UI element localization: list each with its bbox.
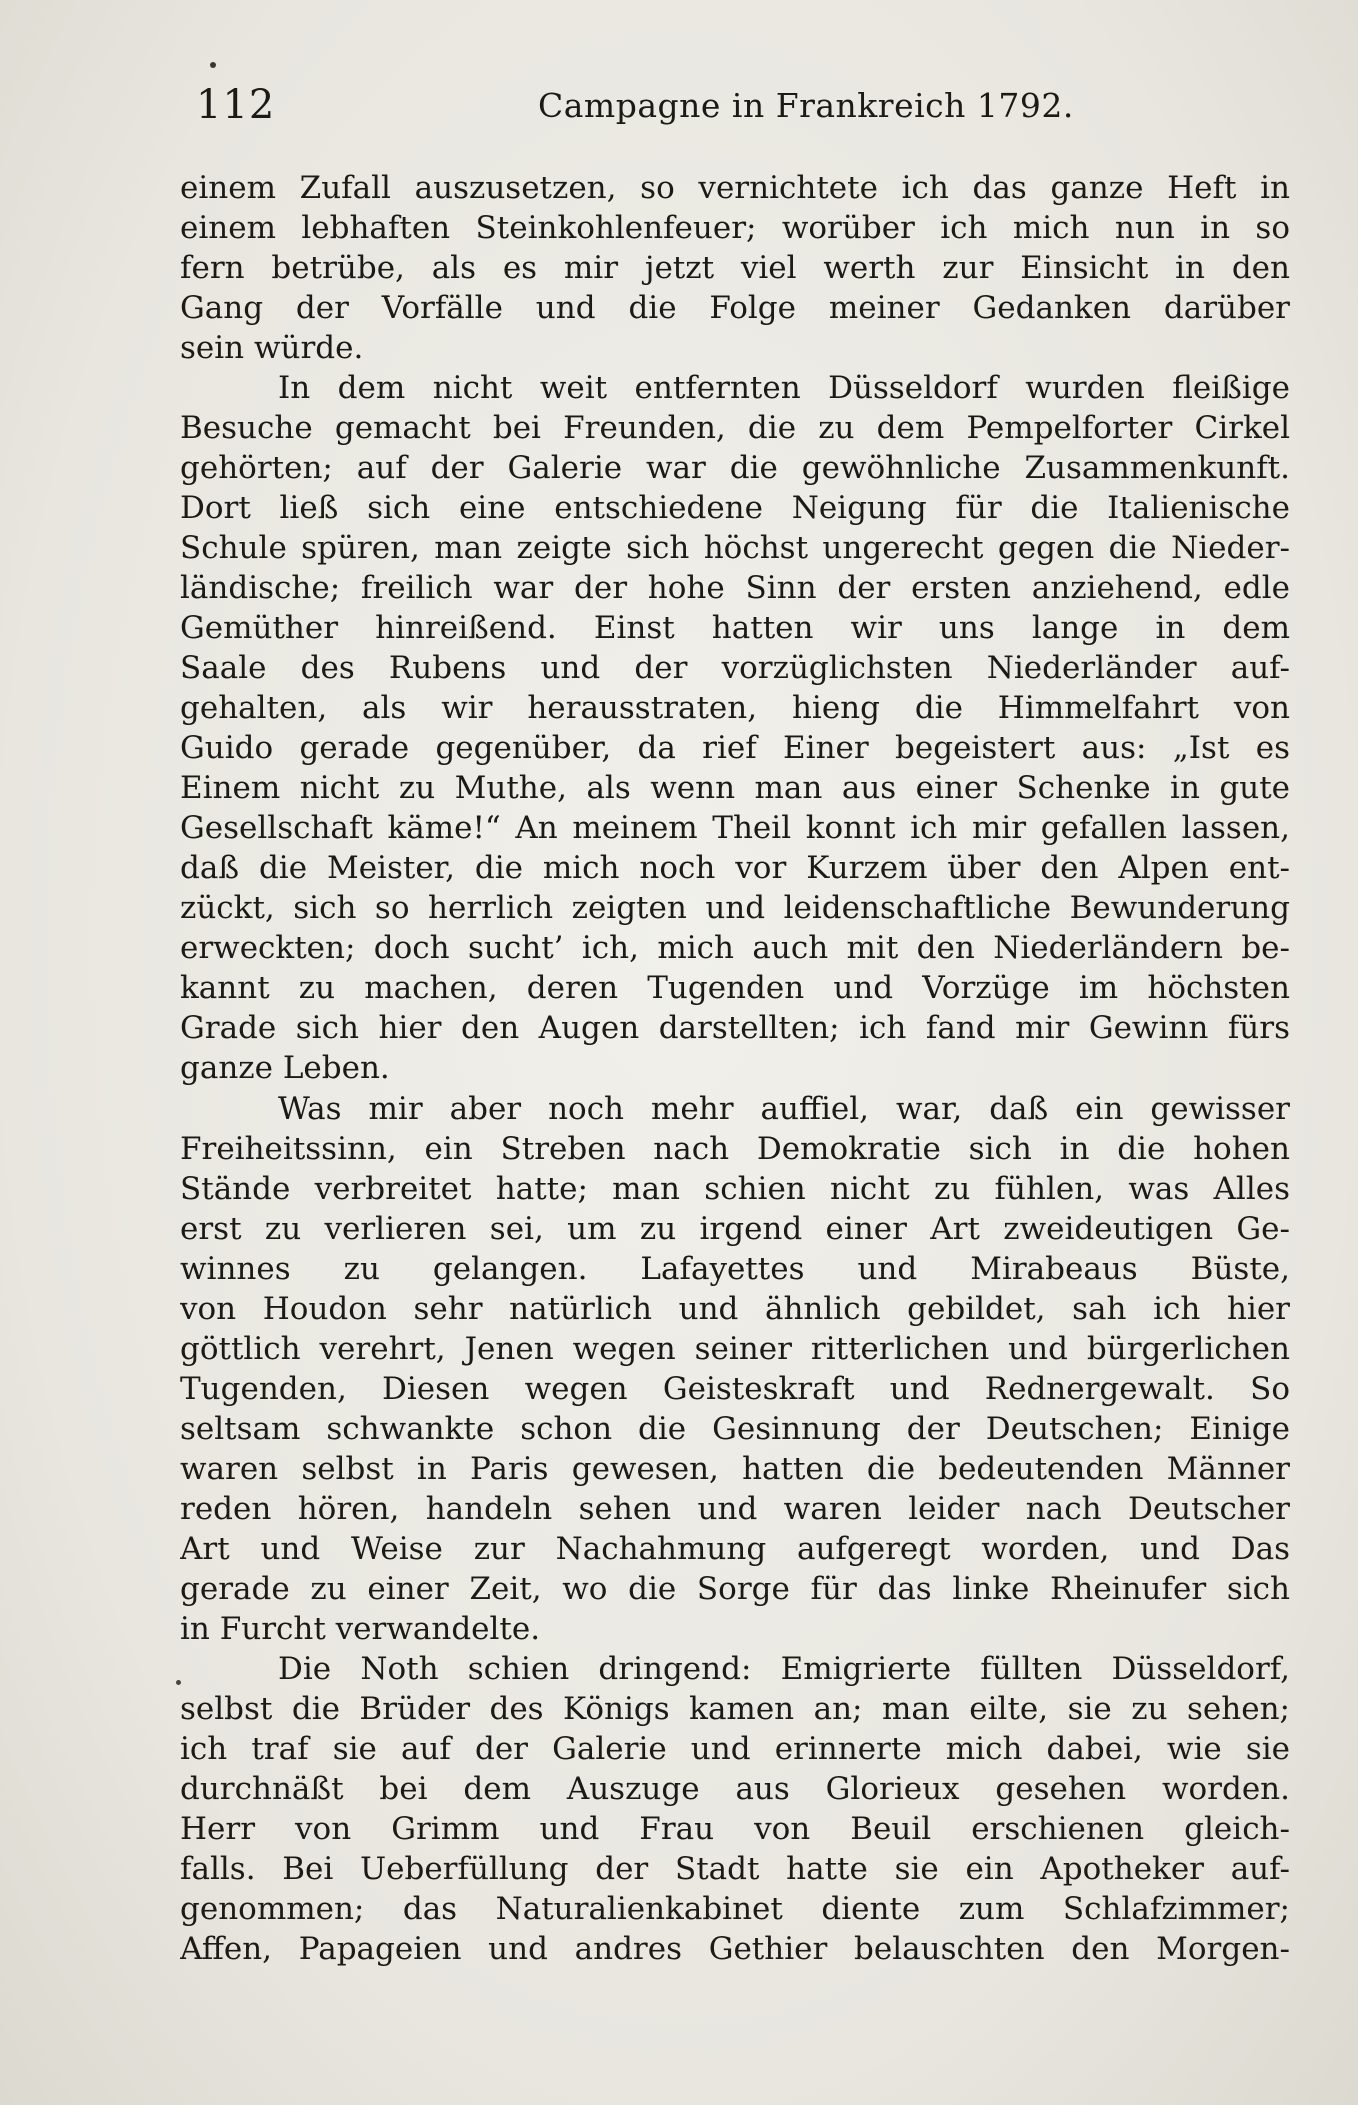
page-header: [196, 82, 1286, 132]
text-line: Tugenden, Diesen wegen Geisteskraft und Rednergewalt. So: [180, 1371, 1290, 1407]
text-line: in Furcht verwandelte.: [180, 1611, 541, 1647]
text-line: waren selbst in Paris gewesen, hatten die bedeutenden Männer: [180, 1451, 1290, 1487]
text-line: Schule spüren, man zeigte sich höchst ungerecht gegen die Nieder-: [180, 530, 1290, 566]
text-line: daß die Meister, die mich noch vor Kurzem über den Alpen ent-: [180, 850, 1290, 886]
text-line: Einem nicht zu Muthe, als wenn man aus einer Schenke in gute: [180, 770, 1290, 806]
text-line: Dort ließ sich eine entschiedene Neigung für die Italienische: [180, 490, 1290, 526]
print-speck: [176, 1680, 181, 1685]
text-line: Grade sich hier den Augen darstellten; ich fand mir Gewinn fürs: [180, 1010, 1290, 1046]
text-line: sein würde.: [180, 330, 364, 366]
text-line: gehörten; auf der Galerie war die gewöhnliche Zusammenkunft.: [180, 450, 1290, 486]
text-line: gerade zu einer Zeit, wo die Sorge für das linke Rheinufer sich: [180, 1571, 1290, 1607]
text-line: Herr von Grimm und Frau von Beuil erschienen gleich-: [180, 1811, 1290, 1847]
text-line: einem Zufall auszusetzen, so vernichtete ich das ganze Heft in: [180, 170, 1290, 206]
text-line: Guido gerade gegenüber, da rief Einer begeistert aus: „Ist es: [180, 730, 1290, 766]
text-line: reden hören, handeln sehen und waren leider nach Deutscher: [180, 1491, 1290, 1527]
text-line: durchnäßt bei dem Auszuge aus Glorieux gesehen worden.: [180, 1771, 1290, 1807]
text-line: ländische; freilich war der hohe Sinn der ersten anziehend, edle: [180, 570, 1290, 606]
print-speck: [210, 62, 216, 68]
text-line: gehalten, als wir herausstraten, hieng die Himmelfahrt von: [180, 690, 1290, 726]
text-line: von Houdon sehr natürlich und ähnlich gebildet, sah ich hier: [180, 1291, 1290, 1327]
text-line: ganze Leben.: [180, 1050, 390, 1086]
text-line: genommen; das Naturalienkabinet diente zum Schlafzimmer;: [180, 1891, 1290, 1927]
text-line: erweckten; doch sucht’ ich, mich auch mit den Niederländern be-: [180, 930, 1290, 966]
text-line: Gang der Vorfälle und die Folge meiner Gedanken darüber: [180, 290, 1290, 326]
text-line: göttlich verehrt, Jenen wegen seiner ritterlichen und bürgerlichen: [180, 1331, 1290, 1367]
text-line: Affen, Papageien und andres Gethier belauschten den Morgen-: [180, 1931, 1290, 1967]
text-line: Was mir aber noch mehr auffiel, war, daß ein gewisser: [278, 1091, 1290, 1127]
page-number: 112: [196, 82, 276, 128]
text-line: ich traf sie auf der Galerie und erinnerte mich dabei, wie sie: [180, 1731, 1290, 1767]
text-line: selbst die Brüder des Königs kamen an; man eilte, sie zu sehen;: [180, 1691, 1290, 1727]
text-line: Stände verbreitet hatte; man schien nicht zu fühlen, was Alles: [180, 1171, 1290, 1207]
text-line: fern betrübe, als es mir jetzt viel werth zur Einsicht in den: [180, 250, 1290, 286]
text-line: seltsam schwankte schon die Gesinnung der Deutschen; Einige: [180, 1411, 1290, 1447]
text-line: Saale des Rubens und der vorzüglichsten Niederländer auf-: [180, 650, 1290, 686]
text-line: kannt zu machen, deren Tugenden und Vorzüge im höchsten: [180, 970, 1290, 1006]
text-line: falls. Bei Ueberfüllung der Stadt hatte sie ein Apotheker auf-: [180, 1851, 1290, 1887]
text-line: Gesellschaft käme!“ An meinem Theil konnt ich mir gefallen lassen,: [180, 810, 1290, 846]
text-line: Die Noth schien dringend: Emigrierte füllten Düsseldorf,: [278, 1651, 1290, 1687]
text-line: In dem nicht weit entfernten Düsseldorf wurden fleißige: [278, 370, 1290, 406]
running-title: Campagne in Frankreich 1792.: [538, 86, 1074, 125]
text-line: Freiheitssinn, ein Streben nach Demokratie sich in die hohen: [180, 1131, 1290, 1167]
text-line: Art und Weise zur Nachahmung aufgeregt worden, und Das: [180, 1531, 1290, 1567]
text-line: einem lebhaften Steinkohlenfeuer; worüber ich mich nun in so: [180, 210, 1290, 246]
text-line: winnes zu gelangen. Lafayettes und Mirabeaus Büste,: [180, 1251, 1290, 1287]
text-line: Besuche gemacht bei Freunden, die zu dem Pempelforter Cirkel: [180, 410, 1290, 446]
text-line: zückt, sich so herrlich zeigten und leidenschaftliche Bewunderung: [180, 890, 1290, 926]
text-line: erst zu verlieren sei, um zu irgend einer Art zweideutigen Ge-: [180, 1211, 1290, 1247]
text-line: Gemüther hinreißend. Einst hatten wir uns lange in dem: [180, 610, 1290, 646]
